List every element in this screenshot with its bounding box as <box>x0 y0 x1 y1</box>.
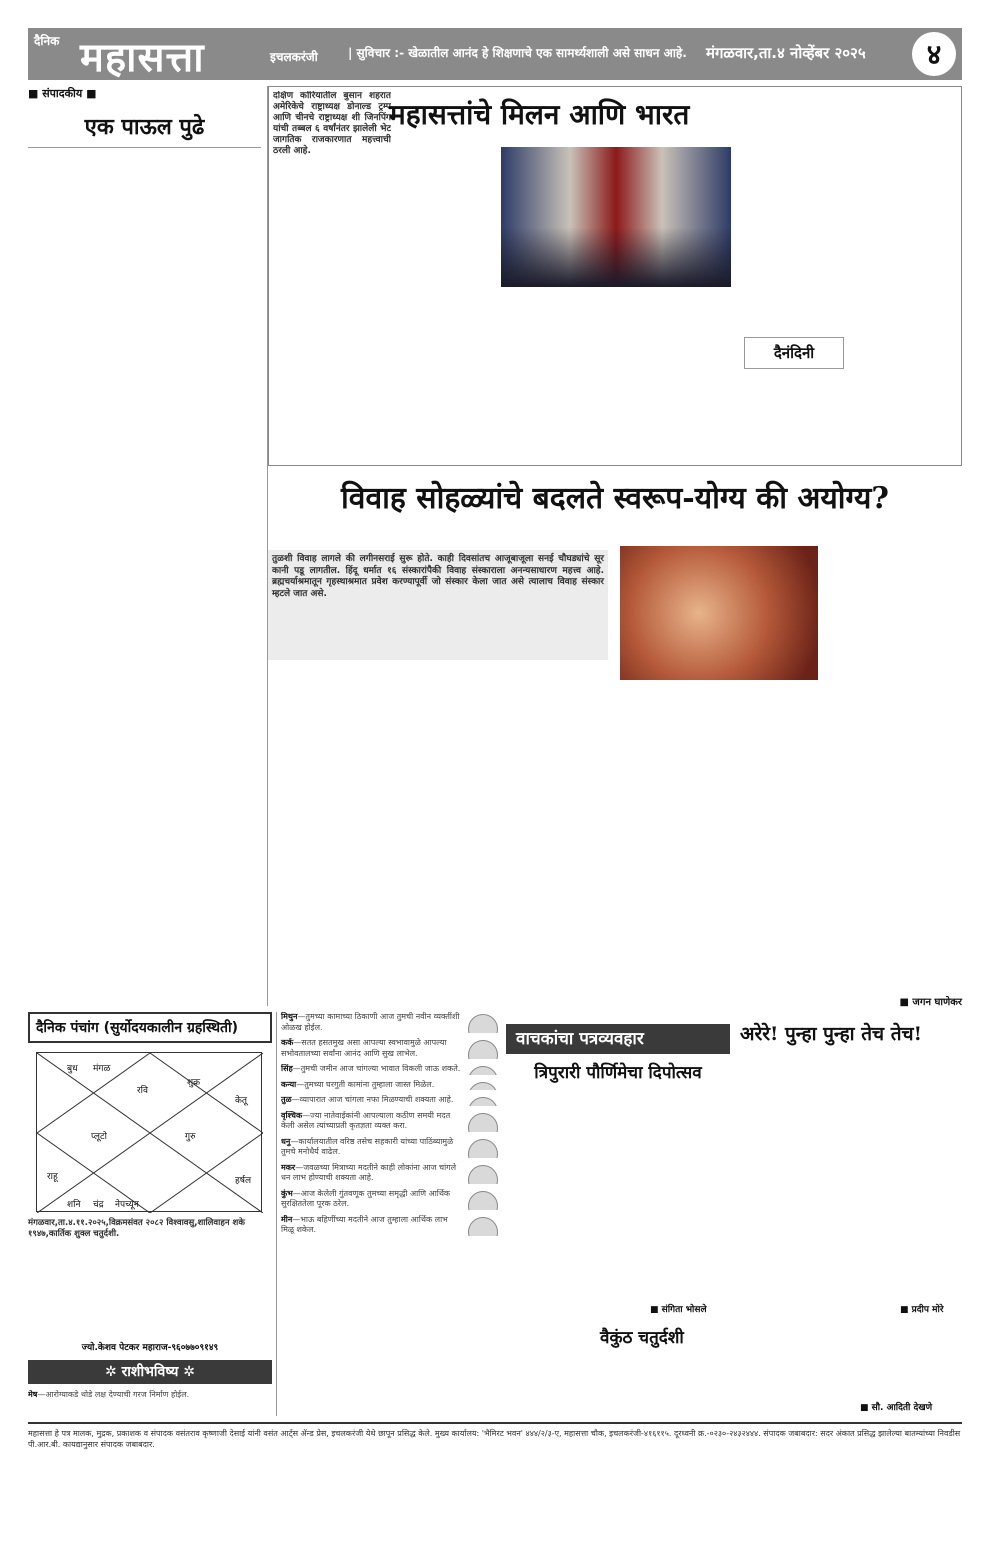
letter1-col-2 <box>618 1086 726 1296</box>
leaders-photo <box>501 147 731 287</box>
zodiac-icon <box>468 1097 498 1106</box>
zodiac-icon <box>468 1217 498 1236</box>
rashi-title: ✲ राशीभविष्य ✲ <box>28 1360 272 1384</box>
chart-label-pluto: प्लूटो <box>91 1132 107 1142</box>
chart-label-rahu: राहू <box>47 1172 58 1182</box>
editorial-section-label: ■ संपादकीय ■ <box>28 87 97 100</box>
chart-label-chandra: चंद्र <box>93 1200 104 1210</box>
bharat-col-2 <box>395 147 495 461</box>
horoscope-column <box>276 1012 498 1416</box>
vivah-col-3 <box>550 666 682 1006</box>
masthead <box>28 28 962 80</box>
rashi-text: आरोग्याकडे थोडे लक्ष देण्याची गरज निर्माण होईल. <box>45 1390 190 1399</box>
vivah-byline: ■ जगन घाणेकर <box>899 997 962 1008</box>
zodiac-icon <box>468 1066 498 1075</box>
letter3-col-2 <box>600 1350 780 1410</box>
rashi-text: कार्यालयातील वरिष्ठ तसेच सहकारी यांच्या पाठिंब्यामुळे तुमचे मनोधैर्य वाढेल. <box>281 1136 454 1156</box>
bharat-col-3 <box>501 293 615 461</box>
rashi-sign: मीन <box>281 1214 293 1224</box>
bharat-col-6 <box>739 375 845 461</box>
rashi-sign: कर्क <box>281 1038 294 1047</box>
rashi-text: भाऊ बहिणींच्या मदतीने आज तुम्हाला आर्थिक लाभ मिळू शकेल. <box>281 1214 448 1234</box>
zodiac-icon <box>468 1082 498 1091</box>
rashi-sign: सिंह <box>281 1064 293 1073</box>
page-number: ४ <box>912 32 956 76</box>
chart-label-shani: शनि <box>67 1200 81 1210</box>
rashi-text: तुमच्या घरगुती कामांना तुम्हाला जास्त मिळेल. <box>304 1079 435 1089</box>
rashi-left <box>28 1390 272 1420</box>
letter2-byline: ■ प्रदीप मोरे <box>900 1305 944 1315</box>
panchang-body <box>28 1242 272 1340</box>
zodiac-icon <box>468 1040 498 1059</box>
letter1-byline: ■ संगिता भोसले <box>650 1305 707 1315</box>
rashi-text: जवळच्या मित्राच्या मदतीने काही लोकांना आज चांगले धन लाभ होण्याची शक्यता आहे. <box>281 1162 457 1182</box>
rashi-sign: धनु <box>281 1136 291 1146</box>
chart-label-neptune: नेपच्यून <box>115 1200 139 1210</box>
dainandini-label: दैनंदिनी <box>744 337 844 369</box>
vivah-headline: विवाह सोहळ्यांचे बदलते स्वरूप-योग्य की अयोग्य? <box>341 481 889 516</box>
chart-label-shukra: शुक्र <box>187 1078 201 1088</box>
rashi-sign: कुंभ <box>281 1188 293 1198</box>
rashi-sign: वृश्चिक <box>281 1110 303 1120</box>
rashi-item: धनु—कार्यालयातील वरिष्ठ तसेच सहकारी यांच्या पाठिंब्यामुळे तुमचे मनोधैर्य वाढेल. <box>277 1137 498 1158</box>
rashi-text: ज्या नातेवाईकांनी आपल्याला कठीण समयी मदत केली असेल त्यांच्याप्रती कृतज्ञता व्यक्त करा. <box>281 1110 451 1130</box>
rashi-text: आज केलेली गुंतवणूक तुमच्या समृद्धी आणि आर्थिक सुरक्षिततेला पूरक ठरेल. <box>281 1188 451 1208</box>
vivah-col-2 <box>412 666 544 1006</box>
bharat-col-5 <box>739 147 845 331</box>
chart-label-mangal: मंगळ <box>93 1064 111 1074</box>
rashi-text: तुमच्या कामाच्या ठिकाणी आज तुमची नवीन व्यक्तींशी ओळख होईल. <box>281 1012 460 1032</box>
rashi-item: मेष—आरोग्याकडे थोडे लक्ष देण्याची गरज निर्माण होईल. <box>28 1390 190 1399</box>
bharat-col-4 <box>619 293 733 461</box>
editorial-title: एक पाऊल पुढे <box>28 111 261 148</box>
bharat-headline: महासत्तांचे मिलन आणि भारत <box>389 98 690 131</box>
letter2-title: अरेरे! पुन्हा पुन्हा तेच तेच! <box>740 1023 922 1045</box>
letter3-col-3 <box>786 1320 962 1390</box>
panchang-text <box>28 1218 272 1358</box>
bharat-col-1 <box>273 247 391 461</box>
rashi-text: तुमची जमीन आज चांगल्या भावात विकली जाऊ शकते. <box>300 1064 461 1073</box>
vivah-col-right <box>822 546 962 991</box>
rashi-sign: मेष <box>28 1390 38 1399</box>
chart-label-ketu: केतू <box>235 1096 248 1106</box>
letter1-col-1 <box>506 1086 614 1296</box>
rashi-item: मीन—भाऊ बहिणींच्या मदतीने आज तुम्हाला आर्थिक लाभ मिळू शकेल. <box>277 1215 498 1236</box>
editorial-column <box>28 86 268 1006</box>
vivah-lead-text: तुळशी विवाह लागले की लगीनसराई सुरू होते. काही दिवसांतच आजूबाजूला सनई चौघड्यांचे सूर कानी पडू लागतील. हिंदू धर्मात १६ संस्कारांपैकी विवाह संस्काराला अनन्यसाधारण महत्त्व आहे. ब्रह्मचर्याश्रमातून गृहस्थाश्रमात प्रवेश करण्यापूर्वी जो संस्कार केला जात असे त्यालाच विवाह संस्कार म्हटले जात असे. <box>268 550 608 660</box>
masthead-date: मंगळवार,ता.४ नोव्हेंबर २०२५ <box>706 44 866 62</box>
chart-label-guru: गुरु <box>185 1132 196 1142</box>
vivah-col-4 <box>688 684 818 1006</box>
letter2-body <box>736 1050 962 1296</box>
zodiac-icon <box>468 1113 498 1132</box>
bharat-story <box>268 86 962 466</box>
letter3-byline: ■ सौ. आदिती देखणे <box>860 1403 933 1413</box>
rashi-item: मकर—जवळच्या मित्राच्या मदतीने काही लोकांना आज चांगले धन लाभ होण्याची शक्यता आहे. <box>277 1163 498 1184</box>
panchang-section <box>28 1012 272 1382</box>
letter3-title: वैकुंठ चतुर्दशी <box>600 1328 684 1348</box>
panchang-title: दैनिक पंचांग (सुर्योदयकालीन ग्रहस्थिती) <box>28 1012 272 1043</box>
rashi-text: सतत हसतमुख असा आपल्या स्वभावामुळे आपल्या सभोवतालच्या सर्वांना आनंद आणि सुख लाभेल. <box>281 1038 447 1058</box>
zodiac-icon <box>468 1165 498 1184</box>
rashi-item: कन्या—तुमच्या घरगुती कामांना तुम्हाला जास्त मिळेल. <box>277 1080 498 1091</box>
bharat-lead-text: दक्षिण कोरियातील बुसान शहरात अमेरिकेचे राष्ट्राध्यक्ष डोनाल्ड ट्रम्प आणि चीनचे राष्ट्राध्यक्ष शी जिनपिंग यांची तब्बल ६ वर्षांनंतर झालेली भेट जागतिक राजकारणात महत्त्वाची ठरली आहे. <box>273 91 391 156</box>
rashi-sign: कन्या <box>281 1079 297 1089</box>
rashi-item: कर्क—सतत हसतमुख असा आपल्या स्वभावामुळे आपल्या सभोवतालच्या सर्वांना आनंद आणि सुख लाभेल. <box>277 1038 498 1059</box>
bharat-col-7 <box>849 91 957 461</box>
letters-section-title: वाचकांचा पत्रव्यवहार <box>506 1024 730 1054</box>
panchang-astrologer: ज्यो.केशव पेटकर महाराज-९६०७७०९१४९ <box>81 1343 219 1353</box>
imprint-footer: महासत्ता हे पत्र मालक, मुद्रक, प्रकाशक व संपादक वसंतराव कृष्णाजी देसाई यांनी वसंत आर्ट्स ॲन्ड प्रेस, इचलकरंजी येथे छापून प्रसिद्ध केले. मुख्य कार्यालय: 'भैमिरट भवन' ४४४/२/३-ए, महासत्ता चौक, इचलकरंजी-४१६११५. दूरध्वनी क्र.-०२३०-२४३२४४४. संपादक जबाबदार: सदर अंकात प्रसिद्ध झालेल्या बातम्यांच्या निवडीस पी.आर.बी. कायद्यानुसार संपादक जबाबदार. <box>28 1422 962 1488</box>
rashi-sign: मिथुन <box>281 1012 298 1021</box>
rashi-sign: मकर <box>281 1162 296 1172</box>
vivah-col-1 <box>274 666 406 1006</box>
horoscope-chart <box>36 1052 262 1212</box>
rashi-item: सिंह—तुमची जमीन आज चांगल्या भावात विकली जाऊ शकते. <box>277 1064 498 1075</box>
chart-label-harshal: हर्षल <box>235 1176 252 1186</box>
zodiac-icon <box>468 1139 498 1158</box>
zodiac-icon <box>468 1014 498 1033</box>
rashi-item: तुळ—व्यापारात आज चांगला नफा मिळण्याची शक्यता आहे. <box>277 1095 498 1106</box>
chart-lines <box>37 1053 263 1213</box>
newspaper-name: महासत्ता <box>80 34 205 81</box>
rashi-text: व्यापारात आज चांगला नफा मिळण्याची शक्यता आहे. <box>299 1095 454 1104</box>
masthead-motto: | सुविचार :- खेळातील आनंद हे शिक्षणाचे एक सामर्थ्यशाली असे साधन आहे. <box>348 46 687 60</box>
letter3-col-1 <box>506 1320 592 1410</box>
wedding-photo <box>620 546 818 680</box>
chart-label-budh: बुध <box>67 1064 78 1074</box>
masthead-daily-label: दैनिक <box>34 34 60 48</box>
editorial-body-text <box>28 158 261 978</box>
panchang-date-line: मंगळवार,ता.४.११.२०२५,विक्रमसंवत २०८२ विश्वावसु,शालिवाहन शके १९४७,कार्तिक शुक्ल चतुर्दशी. <box>28 1218 245 1239</box>
chart-label-ravi: रवि <box>137 1086 149 1096</box>
rashi-sign: तुळ <box>281 1095 292 1104</box>
rashi-item: मिथुन—तुमच्या कामाच्या ठिकाणी आज तुमची नवीन व्यक्तींशी ओळख होईल. <box>277 1012 498 1033</box>
rashi-item: कुंभ—आज केलेली गुंतवणूक तुमच्या समृद्धी आणि आर्थिक सुरक्षिततेला पूरक ठरेल. <box>277 1189 498 1210</box>
rashi-item: वृश्चिक—ज्या नातेवाईकांनी आपल्याला कठीण समयी मदत केली असेल त्यांच्याप्रती कृतज्ञता व्यक्त करा. <box>277 1111 498 1132</box>
letter1-title: त्रिपुरारी पौर्णिमेचा दिपोत्सव <box>534 1063 702 1083</box>
masthead-city: इचलकरंजी <box>270 50 318 64</box>
zodiac-icon <box>468 1191 498 1210</box>
